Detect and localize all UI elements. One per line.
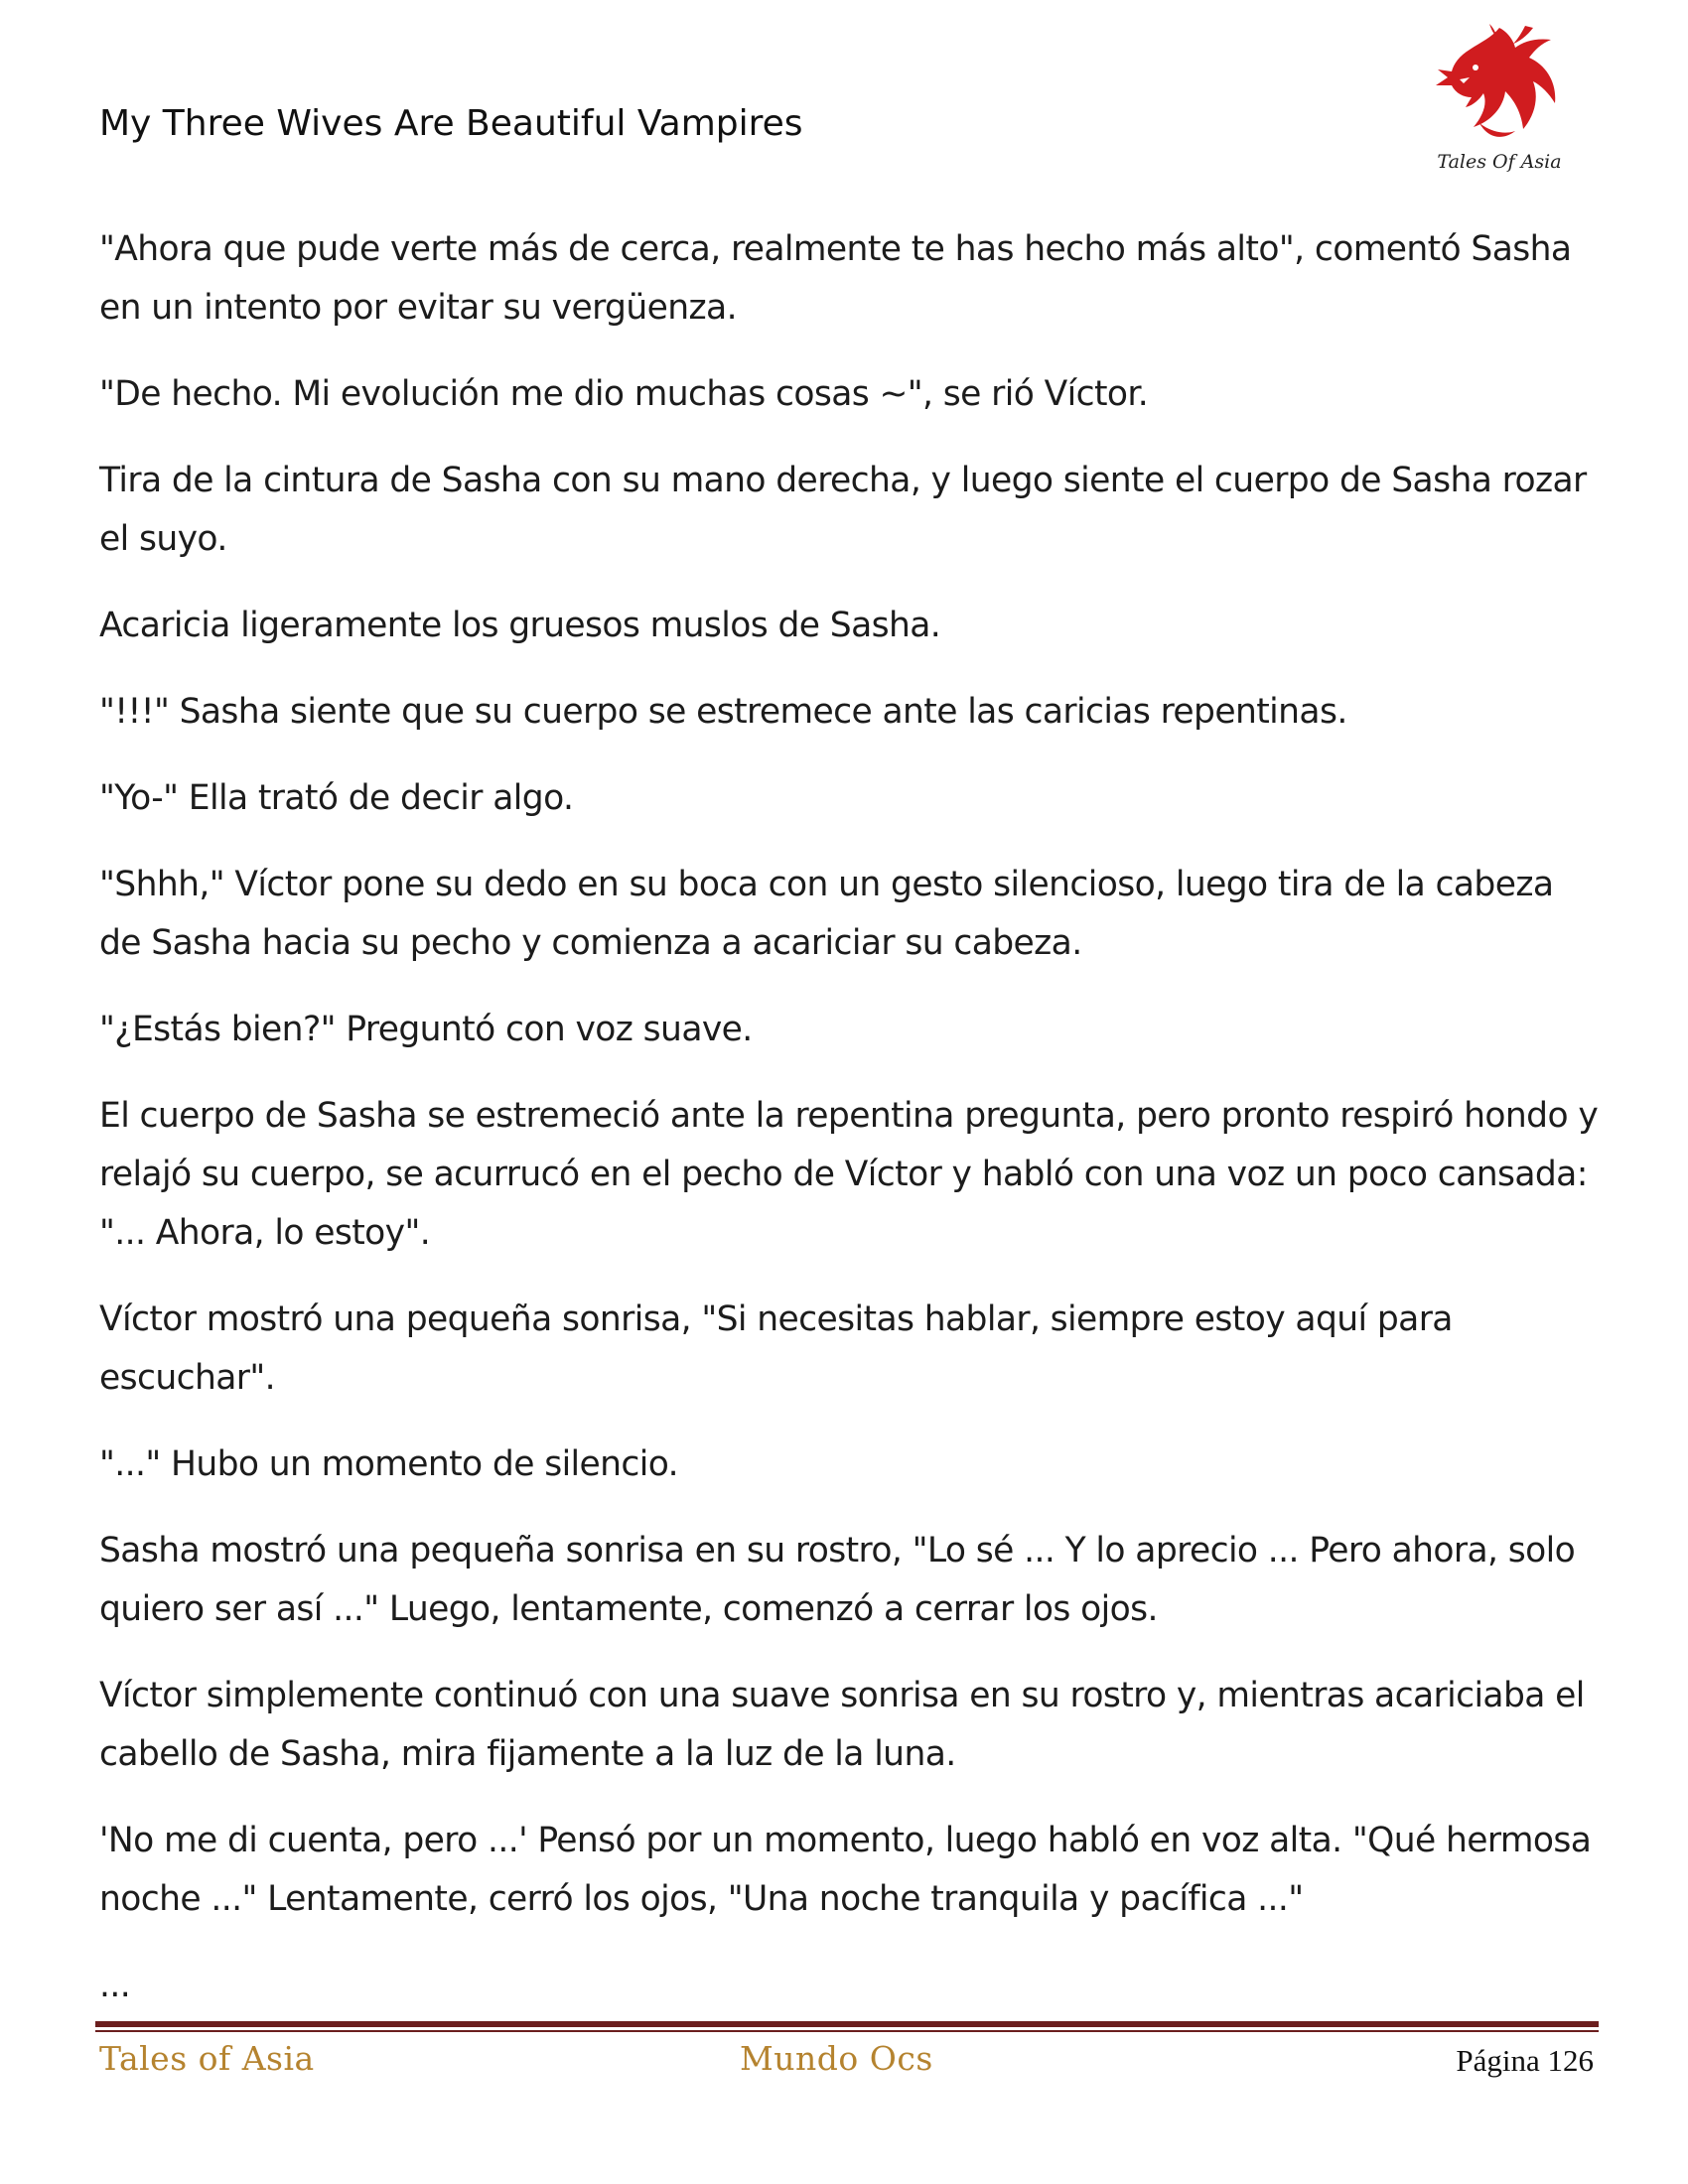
paragraph: Víctor mostró una pequeña sonrisa, "Si necesitas hablar, siempre estoy aquí para escuchar".: [99, 1299, 1453, 1398]
footer-divider-thin: [95, 2030, 1599, 2032]
page-number: Página 126: [1456, 2043, 1594, 2078]
footer-divider: [95, 2021, 1599, 2032]
paragraph: Víctor simplemente continuó con una suave sonrisa en su rostro y, mientras acariciaba el cabello de Sasha, mira fijamente a la luz de la luna.: [99, 1676, 1585, 1774]
paragraph: "Shhh," Víctor pone su dedo en su boca con un gesto silencioso, luego tira de la cabeza de Sasha hacia su pecho y comienza a acariciar su cabeza.: [99, 865, 1554, 963]
paragraph: "Yo-" Ella trató de decir algo.: [99, 778, 574, 818]
paragraph: Acaricia ligeramente los gruesos muslos de Sasha.: [99, 606, 941, 645]
paragraph: "¿Estás bien?" Preguntó con voz suave.: [99, 1010, 753, 1049]
document-title: My Three Wives Are Beautiful Vampires: [99, 103, 803, 144]
chapter-body: [99, 220, 1599, 2043]
paragraph: "!!!" Sasha siente que su cuerpo se estremece ante las caricias repentinas.: [99, 692, 1347, 732]
dragon-icon: [1430, 20, 1569, 149]
footer-site-name: Tales of Asia: [99, 2039, 315, 2078]
paragraph: Tira de la cintura de Sasha con su mano derecha, y luego siente el cuerpo de Sasha rozar el suyo.: [99, 461, 1587, 559]
paragraph: "..." Hubo un momento de silencio.: [99, 1444, 679, 1484]
logo-caption: Tales Of Asia: [1437, 151, 1562, 173]
paragraph: "De hecho. Mi evolución me dio muchas cosas ~", se rió Víctor.: [99, 374, 1149, 414]
paragraph: 'No me di cuenta, pero ...' Pensó por un momento, luego habló en voz alta. "Qué hermosa noche ..." Lentamente, cerró los ojos, "Una noche tranquila y pacífica ...": [99, 1821, 1592, 1919]
footer-section-name: Mundo Ocs: [740, 2039, 933, 2078]
paragraph: "Ahora que pude verte más de cerca, realmente te has hecho más alto", comentó Sasha en un intento por evitar su vergüenza.: [99, 229, 1572, 328]
paragraph: ...: [99, 1966, 131, 2005]
tales-of-asia-logo: [1430, 20, 1569, 179]
paragraph: El cuerpo de Sasha se estremeció ante la repentina pregunta, pero pronto respiró hondo y relajó su cuerpo, se acurrucó en el pecho de Víctor y habló con una voz un poco cansada: "... Ahora, lo estoy".: [99, 1096, 1599, 1253]
paragraph: Sasha mostró una pequeña sonrisa en su rostro, "Lo sé ... Y lo aprecio ... Pero ahora, solo quiero ser así ..." Luego, lentamente, comenzó a cerrar los ojos.: [99, 1531, 1576, 1629]
footer-divider-thick: [95, 2021, 1599, 2027]
